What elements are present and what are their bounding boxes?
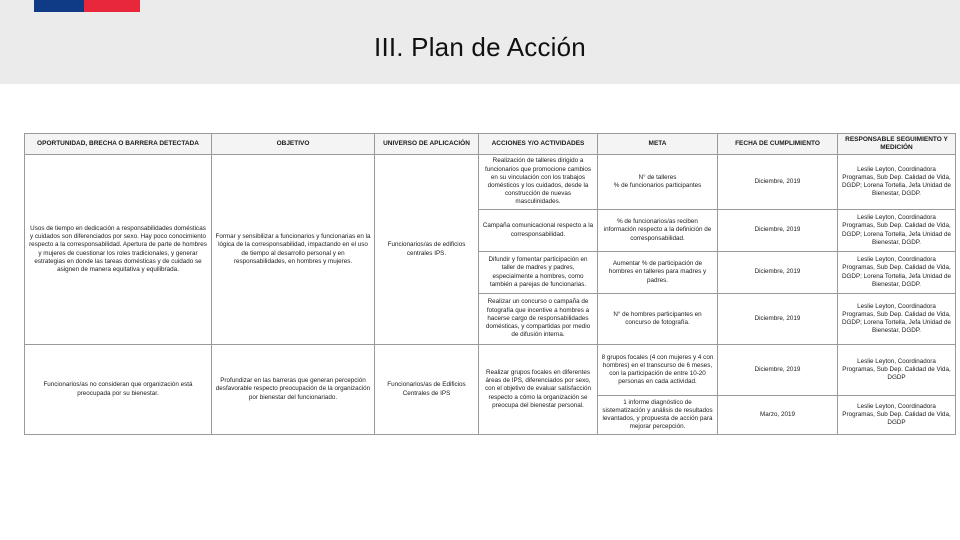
fecha-cell: Diciembre, 2019 [718, 210, 838, 252]
accion-cell: Realizar grupos focales en diferentes áreas de IPS, diferenciados por sexo, con el objetivo de evaluar satisfacción respecto a cómo la organización se preocupa del bienestar personal. [479, 345, 598, 435]
fecha-cell: Marzo, 2019 [718, 396, 838, 435]
responsable-cell: Leslie Leyton, Coordinadora Programas, Sub Dep. Calidad de Vida, DGDP [838, 396, 956, 435]
meta-cell: % de funcionarios/as reciben información respecto a la definición de corresponsabilidad. [598, 210, 718, 252]
accion-cell: Realización de talleres dirigido a funcionarios que promocione cambios en su vinculación con los trabajos domésticos y los cuidados, desde la construcción de nuevas masculinidades. [479, 155, 598, 210]
responsable-cell: Leslie Leyton, Coordinadora Programas, Sub Dep. Calidad de Vida, DGDP [838, 345, 956, 396]
accion-cell: Campaña comunicacional respecto a la corresponsabilidad. [479, 210, 598, 252]
universo-cell: Funcionarios/as de edificios centrales IPS. [375, 155, 479, 345]
fecha-cell: Diciembre, 2019 [718, 345, 838, 396]
flag-red-stripe [84, 0, 140, 12]
header-meta: META [598, 134, 718, 155]
objetivo-cell: Profundizar en las barreras que generan percepción desfavorable respecto preocupación de la organización por bienestar del funcionariado. [212, 345, 375, 435]
header-universo: UNIVERSO DE APLICACIÓN [375, 134, 479, 155]
header-fecha: FECHA DE CUMPLIMIENTO [718, 134, 838, 155]
meta-cell: N° de hombres participantes en concurso de fotografía. [598, 294, 718, 345]
accion-cell: Difundir y fomentar participación en taller de madres y padres, especialmente a hombres, como también a parejas de funcionarias. [479, 252, 598, 294]
header-band [0, 0, 960, 84]
oportunidad-cell: Usos de tiempo en dedicación a responsabilidades domésticas y cuidados son diferenciados por sexo. Hay poco conocimiento respecto a la corresponsabilidad. Apertura de parte de hombres y mujeres de cuestionar los roles tradicionales, y generar estrategias en donde las tareas domésticas y de cuidado se asignen de manera equitativa y equilibrada. [25, 155, 212, 345]
fecha-cell: Diciembre, 2019 [718, 294, 838, 345]
meta-cell: 8 grupos focales (4 con mujeres y 4 con hombres) en el transcurso de 6 meses, con la participación de entre 10-20 personas en cada actividad. [598, 345, 718, 396]
responsable-cell: Leslie Leyton, Coordinadora Programas, Sub Dep. Calidad de Vida, DGDP; Lorena Tortella, Jefa Unidad de Bienestar, DGDP. [838, 155, 956, 210]
responsable-cell: Leslie Leyton, Coordinadora Programas, Sub Dep. Calidad de Vida, DGDP; Lorena Tortella, Jefa Unidad de Bienestar, DGDP. [838, 252, 956, 294]
oportunidad-cell: Funcionarios/as no consideran que organización está preocupada por su bienestar. [25, 345, 212, 435]
meta-cell: Aumentar % de participación de hombres en talleres para madres y padres. [598, 252, 718, 294]
header-oportunidad: OPORTUNIDAD, BRECHA O BARRERA DETECTADA [25, 134, 212, 155]
header-objetivo: OBJETIVO [212, 134, 375, 155]
flag-blue-stripe [34, 0, 84, 12]
header-responsable: RESPONSABLE SEGUIMIENTO Y MEDICIÓN [838, 134, 956, 155]
table-row [25, 155, 956, 210]
responsable-cell: Leslie Leyton, Coordinadora Programas, Sub Dep. Calidad de Vida, DGDP; Lorena Tortella, Jefa Unidad de Bienestar, DGDP. [838, 210, 956, 252]
universo-cell: Funcionarios/as de Edificios Centrales de IPS [375, 345, 479, 435]
header-acciones: ACCIONES Y/O ACTIVIDADES [479, 134, 598, 155]
slide-title: III. Plan de Acción [374, 32, 586, 62]
fecha-cell: Diciembre, 2019 [718, 155, 838, 210]
fecha-cell: Diciembre, 2019 [718, 252, 838, 294]
meta-cell: 1 informe diagnóstico de sistematización y análisis de resultados levantados, y propuesta de acción para mejorar percepción. [598, 396, 718, 435]
table-row [25, 345, 956, 396]
accion-cell: Realizar un concurso o campaña de fotografía que incentive a hombres a hacerse cargo de responsabilidades domésticas, y compartidas por medio de difusión interna. [479, 294, 598, 345]
action-plan-table [24, 133, 956, 435]
meta-cell: N° de talleres % de funcionarios participantes [598, 155, 718, 210]
table-header-row [25, 134, 956, 155]
responsable-cell: Leslie Leyton, Coordinadora Programas, Sub Dep. Calidad de Vida, DGDP; Lorena Tortella, Jefa Unidad de Bienestar, DGDP. [838, 294, 956, 345]
objetivo-cell: Formar y sensibilizar a funcionarios y funcionarias en la lógica de la corresponsabilidad, impactando en el uso de tiempo al desarrollo personal y en responsabilidades, en hombres y mujeres. [212, 155, 375, 345]
